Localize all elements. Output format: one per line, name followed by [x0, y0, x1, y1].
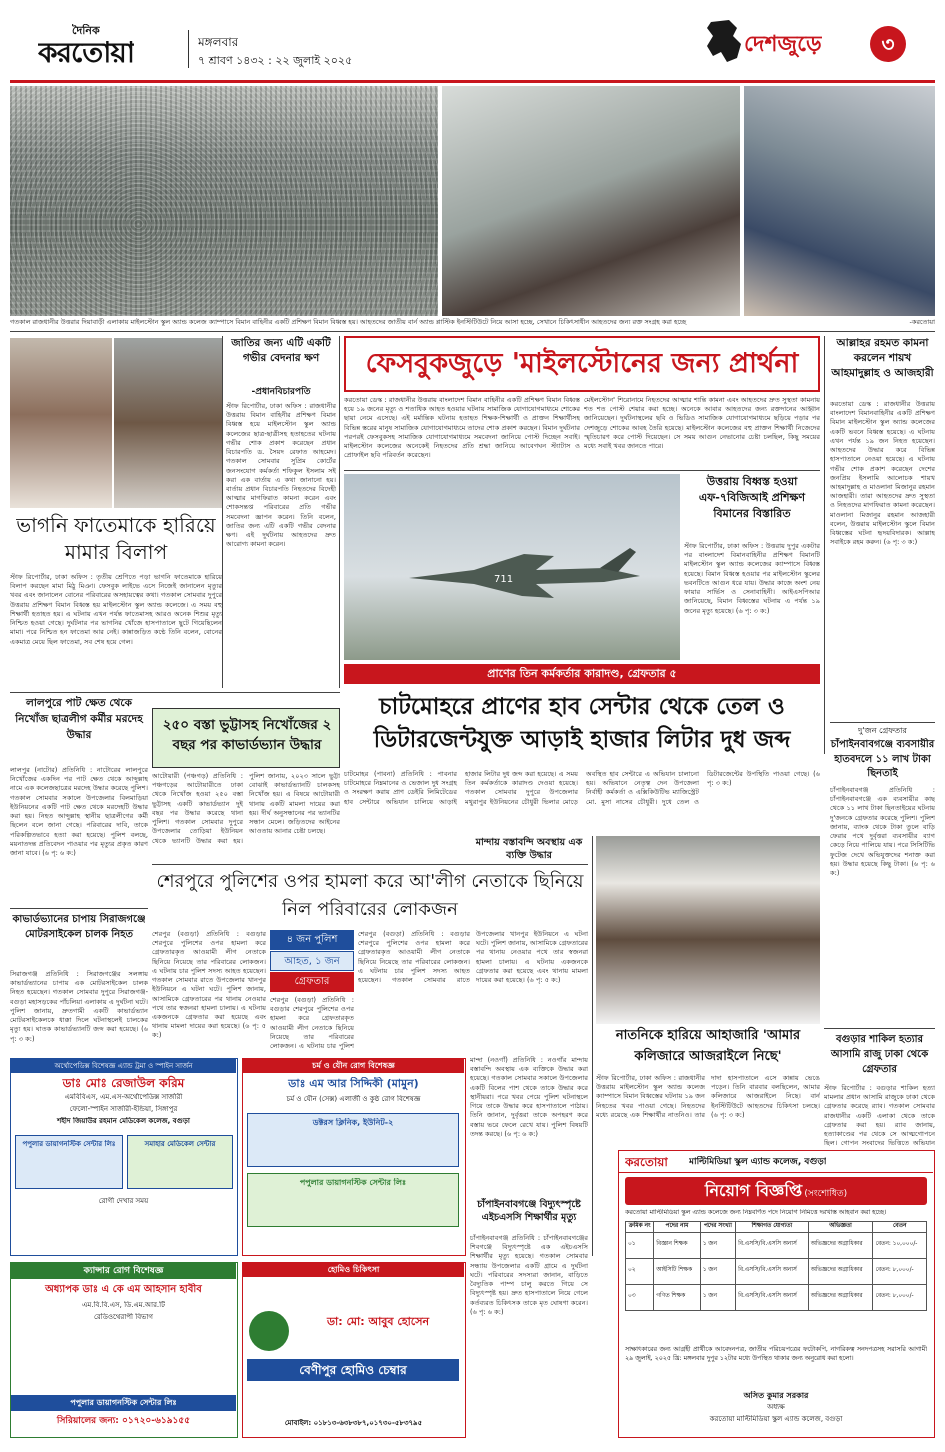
table-cell: অভিজ্ঞদের অগ্রাধিকার	[808, 1284, 873, 1310]
ortho-ad	[10, 1058, 238, 1256]
ortho-center2: সমাহার মেডিকেল সেন্টার	[144, 1140, 216, 1148]
college-table-header	[626, 1222, 927, 1233]
vutta-body: আটোয়ারী (পঞ্চগড়) প্রতিনিধি : পঞ্চগড়ের আটোয়ারীতে ঢাকা থেকে নিখোঁজ হওয়া ২৫০ বস্তা ভুট্টাসহ একটি কাভার্ডভ্যান দুই বছর পর উদ্ধার করেছে থানা পুলিশ। গতকাল সোমবার দুপুরে উপজেলার তোড়িয়া ইউনিয়ন থেকে ভ্যানটি উদ্ধার করা হয়। পুলিশ জানায়, ২০২৩ সালে ভুট্টা বোঝাই কাভার্ডভ্যানটি চালকসহ নিখোঁজ হয়। এ বিষয়ে আটোয়ারী থানায় একটি মামলা দায়ের করা হয়। দীর্ঘ অনুসন্ধানের পর ভ্যানটির সন্ধান মেলে। জড়িতদের আইনের আওতায় আনার চেষ্টা চলছে।	[152, 772, 340, 845]
police-body-left: শেরপুর (বগুড়া) প্রতিনিধি : বগুড়ার শেরপুরে পুলিশের ওপর হামলা করে গ্রেফতারকৃত আওয়ামী লীগ নেতাকে ছিনিয়ে নিয়েছে তার পরিবারের লোকজন। এ ঘটনায় চার পুলিশ সদস্য আহত হয়েছেন। গতকাল সোমবার রাতে উপজেলার খানপুর ইউনিয়নে এ ঘটনা ঘটে। পুলিশ জানায়, আসামিকে গ্রেফতারের পর থানায় নেওয়ার পথে তার স্বজনরা হামলা চালায়। এ ঘটনায় একজনকে গ্রেফতার করা হয়েছে এবং থানায় মামলা দায়ের করা হয়েছে। (৬ পৃ: ৫ ক:)	[152, 930, 266, 1040]
table-cell: বিজ্ঞান শিক্ষক	[654, 1232, 700, 1258]
main-body-1: করতোয়া ডেস্ক : রাজধানীর উত্তরায় বাংলাদেশ বিমান বাহিনীর একটি প্রশিক্ষণ বিমান বিধ্বস্ত হয়ে ১৯ জনের মৃত্যু ও শতাধিক আহত হওয়ার ঘটনায় সামাজিক যোগাযোগমাধ্যমে শোকের ছায়া নেমে এসেছে। এই মর্মান্তিক ঘটনায় হতাহত শিক্ষক-শিক্ষার্থী ও প্রাক্তন শিক্ষার্থীসহ বিভিন্ন স্তরের মানুষ সামাজিক যোগাযোগমাধ্যমে তাদের শোক প্রকাশ করছেন। বিমান দুর্ঘটনার পরপরই ফেসবুকসহ সামাজিক যোগাযোগমাধ্যমে সমবেদনা জানিয়ে পোস্ট দিচ্ছেন সবাই। মাইলস্টোন কলেজের অনেকেই নিহতদের প্রতি শ্রদ্ধা জানিয়ে আবেগঘন স্ট্যাটাস ও প্রোফাইল ছবি পরিবর্তন করেছেন।	[344, 396, 580, 460]
table-cell: বি.এসসি/বি.এসসি অনার্স	[736, 1258, 809, 1284]
grandfather-photo	[596, 836, 820, 1024]
crowd-texture	[10, 86, 438, 316]
police-body-right: শেরপুর (বগুড়া) প্রতিনিধি : বগুড়ার শেরপুরে পুলিশের ওপর হামলা করে গ্রেফতারকৃত আওয়ামী লীগ নেতাকে ছিনিয়ে নিয়েছে তার পরিবারের লোকজন। এ ঘটনায় চার পুলিশ সদস্য আহত হয়েছেন। গতকাল সোমবার রাতে উপজেলার খানপুর ইউনিয়নে এ ঘটনা ঘটে। পুলিশ জানায়, আসামিকে গ্রেফতারের পর থানায় নেওয়ার পথে তার স্বজনরা হামলা চালায়। এ ঘটনায় একজনকে গ্রেফতার করা হয়েছে এবং থানায় মামলা দায়ের করা হয়েছে। (৬ পৃ: ৫ ক:)	[358, 930, 588, 985]
police-fact-1: ৪ জন পুলিশ	[270, 930, 354, 950]
ashulia-body: লালপুর (নাটোর) প্রতিনিধি : নাটোরের লালপুরে নিখোঁজের একদিন পর পাট ক্ষেত থেকে আব্দুল্লাহ নামে এক কলেজছাত্রের মরদেহ উদ্ধার করেছে পুলিশ। গতকাল সোমবার সকালে উপজেলার বিলমাড়িয়া ইউনিয়নের একটি পাট ক্ষেত থেকে মরদেহটি উদ্ধার করা হয়। নিহত আব্দুল্লাহ স্থানীয় ছাত্রলীগের কর্মী ছিলেন বলে জানা গেছে। পরিবারের দাবি, তাকে পরিকল্পিতভাবে হত্যা করা হয়েছে। পুলিশ বলছে, ময়নাতদন্ত প্রতিবেদন পাওয়ার পর মৃত্যুর প্রকৃত কারণ জানা যাবে। (৬ পৃ: ৬ ক:)	[10, 766, 148, 857]
fighter-jet-photo	[344, 474, 680, 660]
skin-center: পপুলার ডায়াগনস্টিক সেন্টার লিঃ	[299, 1178, 407, 1187]
table-cell: বি.এসসি/বি.এসসি অনার্স	[736, 1284, 809, 1310]
col-count: পদের সংখ্যা	[700, 1222, 735, 1233]
police-fact-2: আহত, ১ জন	[270, 951, 354, 971]
cancer-phone: সিরিয়ালের জন্য: ০১৭২০-৬১৯১৫৫	[56, 1416, 191, 1426]
cancer-title: ক্যান্সার রোগ বিশেষজ্ঞ	[11, 1263, 236, 1279]
cancer-degree: এম.বি.বি.এস, ডি.এম.আর.টি	[82, 1301, 165, 1309]
col-rule-right	[824, 336, 825, 754]
table-row	[626, 1258, 927, 1284]
manda-headline: মান্দায় বস্তাবন্দি অবস্থায় এক ব্যক্তি উদ্ধার	[475, 837, 583, 862]
top-caption-text: গতকাল রাজধানীর উত্তরার দিয়াবাড়ী এলাকায় মাইলস্টোন স্কুল অ্যান্ড কলেজ ক্যাম্পাসে বিমান বাহিনীর একটি প্রশিক্ষণ বিমান বিধ্বস্ত হয়। আহতদের জাতীয় বার্ন অ্যান্ড প্লাস্টিক ইনস্টিটিউটে নিয়ে আসা হচ্ছে, সেখানে চিকিৎসাধীন আহতদের জন্য রক্ত সংগ্রহ করা হচ্ছে	[10, 318, 687, 326]
jet-body: স্টাফ রিপোর্টার, ঢাকা অফিস : উত্তরায় দুপুর একটার পর বাংলাদেশ বিমানবাহিনীর প্রশিক্ষণ বিমানটি মাইলস্টোন স্কুল অ্যান্ড কলেজের ক্যাম্পাসে বিধ্বস্ত হয়েছে। বিমান বিধ্বস্ত হওয়ার পর মাইলস্টোন স্কুলের ভবনটিতে আগুন ধরে যায়। উদ্ধার কাজে অংশ নেয় ফায়ার সার্ভিস ও সেনাবাহিনী। আইএসপিআর জানিয়েছে, বিমান বিধ্বস্তের ঘটনায় এ পর্যন্ত ১৯ জনের মৃত্যু হয়েছে। (৬ পৃ: ৩ ক:)	[684, 542, 820, 615]
college-footer: সাক্ষাৎকারের জন্য আগ্রহী প্রার্থীকে আবেদনপত্র, জাতীয় পরিচয়পত্রের ফটোকপি, নাগরিকত্ব সনদপত্রসহ সরাসরি আগামী ২৯ জুলাই, ২০২৫ খ্রি: মঙ্গলবার দুপুর ১২টার মধ্যে উপস্থিত থাকার জন্য অনুরোধ করা হলো।	[625, 1346, 927, 1363]
cancer-doctor: অধ্যাপক ডাঃ এ কে এম আহসান হাবীব	[45, 1284, 202, 1295]
ortho-center-box	[15, 1135, 123, 1189]
col-serial: ক্রমিক নং	[626, 1222, 654, 1233]
jet-caption-ribbon	[344, 664, 820, 684]
injured-stretcher-photo	[442, 86, 740, 316]
homeo-chamber: বেণীপুর হোমিও চেম্বার	[247, 1359, 459, 1381]
police-rule	[152, 864, 588, 865]
trader-kicker: দু'জন গ্রেফতার	[858, 726, 907, 735]
page-number: ৩	[870, 26, 906, 62]
caption-rule	[10, 331, 935, 332]
masthead-day: মঙ্গলবার	[198, 35, 239, 49]
table-cell: ০৩	[626, 1284, 654, 1310]
trader-headline: চাঁপাইনবাবগঞ্জে ব্যবসায়ীর হাতবদলে ১১ লাখ টাকা ছিনতাই	[830, 739, 935, 779]
college-notice	[625, 1180, 927, 1202]
homeo-phone: মোবাইল: ০১৮১৩-৬৩৮৩৮৭,০১৭৩০-৫৮৩৭৯৫	[284, 1419, 423, 1427]
milk-body: চাটমোহর (পাবনা) প্রতিনিধি : পাবনার চাটমোহরে নিম্নমানের ও ভেজাল দুধ সংগ্রহ ও সংরক্ষণ করায় প্রাণ ডেইরি লিমিটেডের হাব সেন্টারে অভিযান চালিয়ে আড়াই হাজার লিটার দুধ জব্দ করা হয়েছে। এ সময় তিন কর্মকর্তাকে কারাদণ্ড দেওয়া হয়েছে। গতকাল সোমবার দুপুরে উপজেলার মথুরাপুর ইউনিয়নের চৌধুরী ভিলার মোড়ে অবস্থিত হাব সেন্টারে এ অভিযান চালানো হয়। অভিযানে নেতৃত্ব দেন উপজেলা নির্বাহী কর্মকর্তা ও এক্সিকিউটিভ ম্যাজিস্ট্রেট মো. মুসা নাসের চৌধুরী। দুধে তেল ও ডিটারজেন্টের উপস্থিতি পাওয়া গেছে। (৬ পৃ: ৩ ক:)	[344, 770, 820, 806]
main-rule	[344, 470, 820, 471]
college-table	[625, 1221, 927, 1311]
col-rule-1	[222, 336, 223, 688]
table-cell: ১ জন	[700, 1284, 735, 1310]
justice-body: স্টাফ রিপোর্টার, ঢাকা অফিস : রাজধানীর উত্তরায় বিমান বাহিনীর প্রশিক্ষণ বিমান বিধ্বস্ত হয়ে মাইলস্টোন স্কুল অ্যান্ড কলেজের ছাত্র-ছাত্রীসহ হতাহতের ঘটনায় গভীর শোক প্রকাশ করেছেন প্রধান বিচারপতি ড. সৈয়দ রেফাত আহমেদ। গতকাল সোমবার সুপ্রিম কোর্টের জনসংযোগ কর্মকর্তা শফিকুল ইসলাম সই করা এক বার্তায় এ কথা জানানো হয়। বার্তায় প্রধান বিচারপতি নিহতদের বিদেহী আত্মার মাগফিরাত কামনা করেন এবং শোকসন্তপ্ত পরিবারের প্রতি গভীর সমবেদনা জ্ঞাপন করেন। তিনি বলেন, জাতির জন্য এটি একটি গভীর বেদনার ক্ষণ। এই দুর্ঘটনায় আহতদের দ্রুত আরোগ্য কামনা করেন।	[226, 402, 336, 549]
table-cell: ১ জন	[700, 1232, 735, 1258]
ortho-doctor: ডাঃ মোঃ রেজাউল করিম	[62, 1076, 185, 1090]
college-header	[619, 1151, 933, 1173]
skin-ad	[242, 1058, 466, 1256]
ashulia-headline: লালপুরে পাট ক্ষেত থেকে নিখোঁজ ছাত্রলীগ কর্মীর মরদেহ উদ্ধার	[15, 697, 143, 741]
col-rule-2	[339, 336, 340, 688]
main-headline-box	[344, 336, 820, 392]
masthead-rule	[10, 80, 935, 83]
skin-clinic: ডক্টরস ক্লিনিক, ইউনিট-২	[312, 1118, 394, 1127]
col-salary: বেতন	[873, 1222, 927, 1233]
fighter-jet-graphic	[404, 534, 644, 614]
justice-subhead: -প্রধানবিচারপতি	[251, 387, 311, 397]
table-cell: ১ জন	[700, 1258, 735, 1284]
college-signer: অসিত কুমার সরকার	[743, 1391, 809, 1400]
fatema-photo	[10, 338, 112, 508]
ortho-detail: ফেলো-স্পাইন সার্জারী-ইন্ডিয়া, সিঙ্গাপুর	[69, 1105, 178, 1113]
main-headline: ফেসবুকজুড়ে 'মাইলস্টোনের জন্য প্রার্থনা	[365, 348, 799, 379]
grandson-headline: নাতনিকে হারিয়ে আহাজারি 'আমার কলিজারে আজরাইলে নিছে'	[615, 1028, 801, 1064]
bogura-rule	[824, 1028, 935, 1029]
niece-headline: ভাগনি ফাতেমাকে হারিয়ে মামার বিলাপ	[16, 513, 216, 564]
police-headline: শেরপুরে পুলিশের ওপর হামলা করে আ'লীগ নেতাকে ছিনিয়ে নিল পরিবারের লোকজন	[156, 871, 584, 920]
jet-caption-text: প্রাণের তিন কর্মকর্তার কারাদণ্ড, গ্রেফতার ৫	[487, 667, 677, 680]
grandson-body: স্টাফ রিপোর্টার, ঢাকা অফিস : রাজধানীর উত্তরায় মাইলস্টোন স্কুল অ্যান্ড কলেজ ক্যাম্পাসে বিমান বিধ্বস্তের ঘটনায় ১৯ জন নিহতের খবর পাওয়া গেছে। নিহতদের মধ্যে রয়েছে এক শিক্ষার্থীর নাতনিও। তার দাদা হাসপাতালে এসে কান্নায় ভেঙে পড়েন। তিনি বারবার বলছিলেন, আমার কলিজারে আজরাইলে নিছে। বার্ন ইনস্টিটিউটে আহতদের চিকিৎসা চলছে। (৬ পৃ: ৩ ক:)	[596, 1074, 820, 1119]
homeo-badge-icon	[249, 1311, 289, 1351]
col-rule-manda	[592, 836, 593, 1256]
hilsa-headline: কাভার্ডভ্যানের চাপায় সিরাজগঞ্জে মোটরসাইকেল চালক নিহত	[12, 914, 146, 940]
justice-headline: জাতির জন্য এটি একটি গভীর বেদনার ক্ষণ	[231, 337, 331, 364]
trader-rule	[830, 722, 935, 723]
college-signer-role: অধ্যক্ষ	[767, 1403, 785, 1411]
college-notice-title: নিয়োগ বিজ্ঞপ্তি	[704, 1181, 803, 1200]
bogura-body: স্টাফ রিপোর্টার : বগুড়ার শাকিল হত্যা মামলার প্রধান আসামি রাজুকে ঢাকা থেকে গ্রেফতার করেছে র‍্যাব। গতকাল সোমবার রাজধানীর একটি এলাকা থেকে তাকে গ্রেফতার করা হয়। র‍্যাব জানায়, হত্যাকাণ্ডের পর থেকে সে আত্মগোপনে ছিল। গোপন সংবাদের ভিত্তিতে অভিযান	[824, 1084, 935, 1148]
table-cell: অভিজ্ঞদের অগ্রাধিকার	[808, 1232, 873, 1258]
table-row	[626, 1232, 927, 1258]
vutta-headline-box	[152, 708, 340, 768]
niece-body: স্টাফ রিপোর্টার, ঢাকা অফিস : তৃতীয় শ্রেণিতে পড়া ভাগনি ফাতেমাকে হারিয়ে বিলাপ করছেন মামা মিঠু মিঞা। ফেসবুক লাইভে এসে নিজেই জানালেন মৃত্যুর খবর এবং জানালেন বোনের পরিবারের অসহায়ত্বের কথা। গতকাল সোমবার দুপুরে উত্তরায় প্রশিক্ষণ বিমান বিধ্বস্ত হয় মাইলস্টোন স্কুল অ্যান্ড কলেজে। এ সময় বহু শিক্ষার্থী হতাহত হয়। এ ঘটনায় এখন পর্যন্ত ফাতেমাসহ আরও অনেক শিশুর মৃত্যু নিশ্চিত হওয়া গেছে। দুর্ঘটনার পর ভাগনির খোঁজে হাসপাতালে ছুটে গিয়েছিলেন মামা। পরে নিশ্চিত হন ফাতেমা আর নেই। কান্নাজড়িত কণ্ঠে তিনি বলেন, বোনের একমাত্র মেয়ে ছিল ফাতেমা, সব শেষ হয়ে গেল।	[10, 573, 222, 646]
table-cell: বেতন: ৮,০০০/-	[873, 1284, 927, 1310]
trader-body: চাঁপাইনবাবগঞ্জ প্রতিনিধি : চাঁপাইনবাবগঞ্জে এক ব্যবসায়ীর কাছ থেকে ১১ লাখ টাকা ছিনতাইয়ের ঘটনায় দু'জনকে গ্রেফতার করেছে পুলিশ। পুলিশ জানায়, ব্যাংক থেকে টাকা তুলে বাড়ি ফেরার পথে দুর্বৃত্তরা ব্যবসায়ীর ব্যাগ কেড়ে নিয়ে পালিয়ে যায়। পরে সিসিটিভি ফুটেজ দেখে অভিযুক্তদের শনাক্ত করা হয়। উদ্ধার হয়েছে কিছু টাকা। (৬ পৃ: ৬ ক:)	[830, 786, 935, 877]
skin-doctor: ডাঃ এম আর সিদ্দিকী (মামুন)	[288, 1077, 419, 1090]
ortho-center: পপুলার ডায়াগনস্টিক সেন্টার লিঃ	[22, 1140, 116, 1148]
prayer-headline: আল্লাহর রহমত কামনা করলেন শায়খ আহমাদুল্লাহ ও আজহারী	[831, 337, 934, 380]
cancer-ad	[10, 1262, 238, 1438]
electro-body: চাঁপাইনবাবগঞ্জ প্রতিনিধি : চাঁপাইনবাবগঞ্জের শিবগঞ্জে বিদ্যুৎস্পৃষ্টে এক এইচএসসি শিক্ষার্থীর মৃত্যু হয়েছে। গতকাল সোমবার সন্ধ্যায় উপজেলার একটি গ্রামে এ দুর্ঘটনা ঘটে। পরিবারের সদস্যরা জানান, বাড়িতে বৈদ্যুতিক পাম্প চালু করতে গিয়ে সে বিদ্যুৎস্পৃষ্ট হয়। দ্রুত হাসপাতালে নিয়ে গেলে কর্তব্যরত চিকিৎসক তাকে মৃত ঘোষণা করেন। (৬ পৃ: ৬ ক:)	[470, 1234, 588, 1316]
col-exp: অভিজ্ঞতা	[808, 1222, 873, 1233]
skin-clinic-box	[247, 1113, 459, 1167]
paper-small-name: দৈনিক	[72, 24, 100, 37]
hilsa-rule	[10, 908, 148, 909]
top-caption-credit: -করতোয়া	[909, 318, 935, 326]
vutta-headline: ২৫০ বস্তা ভুট্টাসহ নিখোঁজের ২ বছর পর কাভার্ডভ্যান উদ্ধার	[162, 717, 332, 754]
top-photo-caption	[10, 318, 935, 330]
college-signer-org: করতোয়া মাল্টিমিডিয়া স্কুল এ্যান্ড কলেজ, বগুড়া	[709, 1415, 843, 1423]
table-cell: ০২	[626, 1258, 654, 1284]
table-row	[626, 1284, 927, 1310]
college-notice-sub: (সংশোধিত)	[804, 1189, 848, 1199]
ortho-center2-box	[127, 1135, 233, 1189]
college-name: মাল্টিমিডিয়া স্কুল এ্যান্ড কলেজ, বগুড়া	[689, 1157, 827, 1167]
blood-donation-photo	[744, 86, 935, 316]
hilsa-body: সিরাজগঞ্জ প্রতিনিধি : সিরাজগঞ্জের সলঙ্গায় কাভার্ডভ্যানের চাপায় এক মোটরসাইকেল চালক নিহত হয়েছেন। গতকাল সোমবার দুপুরে সিরাজগঞ্জ-বগুড়া মহাসড়কের পাঁচলিয়া এলাকায় এ দুর্ঘটনা ঘটে। পুলিশ জানায়, দ্রুতগামী একটি কাভার্ডভ্যান মোটরসাইকেলকে ধাক্কা দিলে ঘটনাস্থলেই চালকের মৃত্যু হয়। ঘাতক কাভার্ডভ্যানটি জব্দ করা হয়েছে। (৬ পৃ: ৩ ক:)	[10, 970, 148, 1043]
col-edu: শিক্ষাগত যোগ্যতা	[736, 1222, 809, 1233]
skin-title: চর্ম ও যৌন রোগ বিশেষজ্ঞ	[243, 1059, 464, 1073]
police-fact-3: গ্রেফতার	[270, 972, 354, 992]
masthead	[0, 0, 945, 82]
table-cell: অভিজ্ঞদের অগ্রাধিকার	[808, 1258, 873, 1284]
skin-detail: চর্ম ও যৌন (সেক্স) এলার্জী ও কুষ্ঠ রোগ বিশেষজ্ঞ	[286, 1095, 421, 1103]
table-cell: বেতন: ৮,০০০/-	[873, 1258, 927, 1284]
college-intro: করতোয়া মাল্টিমিডিয়া স্কুল এ্যান্ড কলেজে জন্য নিম্নবর্ণিত পদে নিয়োগ নিমিত্তে দরখাস্ত আহবান করা হচ্ছে।	[625, 1209, 887, 1216]
homeo-title: হোমিও চিকিৎসা	[243, 1263, 464, 1277]
ortho-title: অর্থোপেডিক্স বিশেষজ্ঞ এ্যান্ড ট্রমা ও স্পাইন সার্জন	[11, 1059, 236, 1073]
col-post: পদের নাম	[654, 1222, 700, 1233]
table-cell: বেতন: ১০,০০০/-	[873, 1232, 927, 1258]
table-cell: বি.এসসি/বি.এসসি অনার্স	[736, 1232, 809, 1258]
prayer-body: করতোয়া ডেস্ক : রাজধানীর উত্তরায় বাংলাদেশ বিমানবাহিনীর একটি প্রশিক্ষণ বিমান মাইলস্টোন স্কুল অ্যান্ড কলেজের একটি ভবনে বিধ্বস্ত হয়েছে। এ ঘটনায় এখন পর্যন্ত ১৯ জন নিহত হয়েছেন। আহতদের উদ্ধার করে বিভিন্ন হাসপাতালে নেওয়া হয়েছে। এ ঘটনায় গভীর শোক প্রকাশ করেছেন দেশের জনপ্রিয় ইসলামি আলোচক শায়খ আহমাদুল্লাহ ও মাওলানা মিজানুর রহমান আজহারী। তারা আহতদের দ্রুত সুস্থতা ও নিহতদের মাগফিরাত কামনা করেছেন। মাওলানা মিজানুর রহমান আজহারী বলেন, উত্তরায় মাইলস্টোন স্কুলে বিমান বিধ্বস্তের ঘটনা হৃদয়বিদারক। আল্লাহ সবাইকে রহম করুন। (৬ পৃ: ৩ ক:)	[830, 400, 935, 547]
manda-body: মান্দা (নওগাঁ) প্রতিনিধি : নওগাঁর মান্দায় বস্তাবন্দি অবস্থায় এক ব্যক্তিকে উদ্ধার করা হয়েছে। গতকাল সোমবার সকালে উপজেলার একটি বিলের পাশ থেকে তাকে উদ্ধার করে স্থানীয়রা। পরে খবর পেয়ে পুলিশ ঘটনাস্থলে গিয়ে তাকে উদ্ধার করে হাসপাতালে পাঠায়। তিনি জানান, দুর্বৃত্তরা তাকে অপহরণ করে বস্তায় ভরে ফেলে রেখে যায়। পুলিশ বিষয়টি তদন্ত করছে। (৬ পৃ: ৬ ক:)	[470, 1056, 588, 1138]
jet-headline: উত্তরায় বিধ্বস্ত হওয়া এফ-৭বিজিআই প্রশিক্ষণ বিমানের বিস্তারিত	[698, 475, 806, 520]
bogura-headline: বগুড়ার শাকিল হত্যার আসামি রাজু ঢাকা থেকে গ্রেফতার	[830, 1034, 929, 1075]
paper-logo: করতোয়া	[38, 36, 134, 69]
police-body-mid: শেরপুর (বগুড়া) প্রতিনিধি : বগুড়ার শেরপুরে পুলিশের ওপর হামলা করে গ্রেফতারকৃত আওয়ামী লীগ নেতাকে ছিনিয়ে নিয়েছে তার পরিবারের লোকজন। এ ঘটনায় চার পুলিশ	[270, 996, 354, 1051]
electro-headline: চাঁপাইনবাবগঞ্জে বিদ্যুৎস্পৃষ্টে এইচএসসি শিক্ষার্থীর মৃত্যু	[477, 1199, 581, 1224]
ortho-time: রোগী দেখার সময়	[98, 1197, 149, 1205]
main-body-2: মেইলস্টোন' শিরোনামে নিহতদের আত্মার শান্তি কামনা এবং আহতদের দ্রুত সুস্থতা কামনায় শত শত পোস্ট শেয়ার করা হচ্ছে। অনেকে আবার আহতদের জন্য রক্তদানের আহ্বান জানিয়েছেন। দুর্ঘটনাস্থলের ছবি ও ভিডিও সামাজিক যোগাযোগমাধ্যমে ছড়িয়ে পড়ার পর দেশজুড়ে শোকের আবহ তৈরি হয়েছে। মাইলস্টোন কলেজের বহু প্রাক্তন শিক্ষার্থী নিজেদের স্মৃতিচারণ করে পোস্ট দিয়েছেন। সে সময় আগুন নেভানোর চেষ্টা চলছিল, কিছু সময়ের মধ্যে সবাই খবর জানতে পারে।	[584, 396, 820, 451]
svg-text:711: 711	[494, 574, 514, 585]
ortho-degree: এমবিবিএস, এম.এস-অর্থোপেডিক্স সার্জারী	[64, 1093, 183, 1101]
table-cell: আইসিটি শিক্ষক	[654, 1258, 700, 1284]
section-title: দেশজুড়ে	[744, 32, 822, 57]
college-notice-banner	[625, 1177, 927, 1205]
cancer-detail: রেডিওথেরাপী বিভাগ	[94, 1313, 153, 1321]
table-cell: ০১	[626, 1232, 654, 1258]
homeo-doctor: ডা: মো: আবুব হোসেন	[326, 1315, 430, 1328]
milk-headline: চাটমোহরে প্রাণের হাব সেন্টার থেকে তেল ও ডিটারজেন্টযুক্ত আড়াই হাজার লিটার দুধ জব্দ	[373, 693, 791, 754]
left-mid-rule	[10, 692, 340, 693]
college-ad	[618, 1150, 935, 1438]
uncle-photo	[114, 338, 222, 508]
cancer-center: পপুলার ডায়াগনস্টিক সেন্টার লিঃ	[11, 1395, 236, 1411]
ortho-hospital: শহীদ জিয়াউর রহমান মেডিকেল কলেজ, বগুড়া	[57, 1117, 190, 1125]
bangladesh-map-icon	[703, 18, 743, 64]
police-fact-box	[270, 930, 354, 992]
crash-site-crowd-photo	[10, 86, 438, 316]
college-brand: করতোয়া	[625, 1155, 668, 1169]
masthead-divider	[188, 30, 189, 68]
table-cell: গণিত শিক্ষক	[654, 1284, 700, 1310]
skin-center-box	[247, 1173, 459, 1227]
homeo-ad	[242, 1262, 466, 1438]
masthead-date: ৭ শ্রাবণ ১৪৩২ : ২২ জুলাই ২০২৫	[198, 54, 353, 67]
